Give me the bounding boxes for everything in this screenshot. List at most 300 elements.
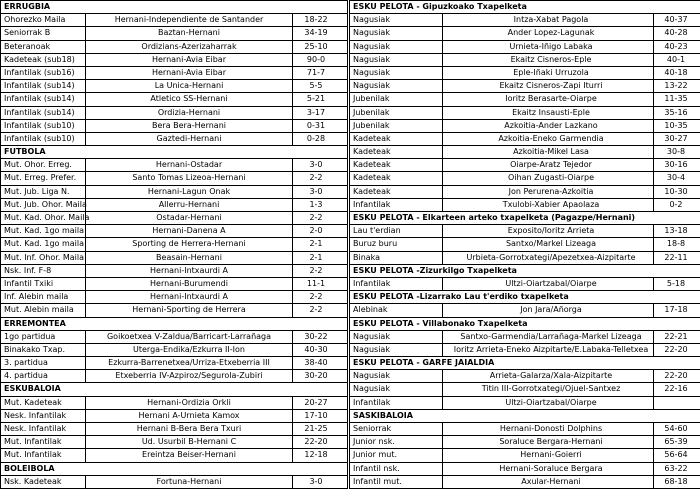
match-cell: Hernani-Avia Eibar — [151, 54, 226, 64]
match-cell: Hernani A-Urnieta Kamox — [138, 410, 240, 420]
score-cell: 22-20 — [664, 344, 688, 354]
score-cell: 40-23 — [664, 41, 688, 51]
score-cell: 20-27 — [304, 397, 328, 407]
category-cell: Mut. Erreg. Prefer. — [4, 173, 77, 183]
result-row — [1, 291, 347, 304]
score-cell: 1-3 — [309, 199, 323, 209]
column-divider — [653, 383, 654, 395]
category-cell: Junior nsk. — [353, 437, 395, 447]
result-row — [350, 304, 700, 317]
match-cell: Azkoitia-Mikel Lasa — [513, 147, 589, 157]
score-cell: 13-22 — [664, 81, 688, 91]
match-cell: Ultzi-Oiartzabal/Oiarpe — [505, 278, 597, 288]
column-divider — [85, 159, 86, 171]
section-title: SASKIBALOIA — [353, 410, 413, 420]
column-divider — [442, 172, 443, 184]
result-row — [1, 225, 347, 238]
column-divider — [653, 278, 654, 290]
category-cell: Infantilak (sub10) — [4, 120, 75, 130]
score-cell: 25-10 — [304, 41, 328, 51]
score-cell: 3-0 — [309, 186, 323, 196]
column-divider — [85, 397, 86, 409]
column-divider — [442, 54, 443, 66]
match-cell: Ultzi-Oiartzabal/Oiarpe — [505, 397, 597, 407]
result-row — [1, 133, 347, 146]
match-cell: Etxeberria IV-Azpiroz/Segurola-Zubiri — [115, 371, 263, 381]
column-divider — [85, 476, 86, 488]
column-divider — [85, 14, 86, 26]
category-cell: Kadeteak — [353, 173, 391, 183]
column-divider — [653, 304, 654, 316]
match-cell: Hernani-Sporting de Herrera — [132, 305, 246, 315]
category-cell: Seniorrak — [353, 424, 392, 433]
section-title: FUTBOLA — [4, 147, 46, 157]
score-cell: 35-16 — [664, 107, 688, 117]
category-cell: Nagusiak — [353, 81, 390, 91]
result-row — [1, 436, 347, 449]
column-divider — [653, 146, 654, 158]
column-divider — [442, 436, 443, 448]
section-title: ESKUBALOIA — [4, 384, 61, 394]
column-divider — [85, 265, 86, 277]
result-row — [1, 172, 347, 185]
section-title: ERREMONTEA — [4, 318, 66, 328]
result-row — [1, 476, 347, 489]
column-divider — [85, 54, 86, 66]
score-cell: 40-28 — [664, 28, 688, 38]
match-cell: Hernani-Lagun Onak — [147, 186, 231, 196]
category-cell: Kadeteak — [353, 133, 391, 143]
score-cell: 2-1 — [309, 252, 323, 262]
result-row — [350, 186, 700, 199]
column-divider — [85, 172, 86, 184]
result-row — [350, 54, 700, 67]
column-divider — [85, 225, 86, 237]
score-cell: 3-17 — [306, 107, 326, 117]
column-divider — [653, 93, 654, 105]
result-row — [350, 172, 700, 185]
match-cell: Soraluce Bergara-Hernani — [499, 437, 603, 447]
score-cell: 5-5 — [309, 81, 323, 91]
match-cell: Bera Bera-Hernani — [152, 120, 226, 130]
column-divider — [442, 159, 443, 171]
column-divider — [85, 212, 86, 224]
match-cell: Baztan-Hernani — [158, 28, 220, 38]
result-row — [350, 278, 700, 291]
right-results-column — [349, 0, 700, 489]
column-divider — [85, 93, 86, 105]
score-cell: 30-22 — [304, 331, 328, 341]
result-row — [350, 93, 700, 106]
category-cell: Junior mut. — [353, 450, 397, 460]
score-cell: 5-21 — [306, 94, 326, 104]
result-row — [350, 463, 700, 476]
section-header — [350, 265, 700, 278]
match-cell: Hernani B-Bera Bera Txuri — [136, 424, 242, 433]
result-row — [1, 159, 347, 172]
category-cell: Nagusiak — [353, 41, 390, 51]
column-divider — [85, 80, 86, 92]
column-divider — [653, 370, 654, 382]
category-cell: Seniorrak B — [4, 28, 51, 38]
result-row — [350, 107, 700, 120]
result-row — [1, 67, 347, 80]
match-cell: Ioritz Arrieta-Eneko Aizpitarte/E.Labaka-Telletxea — [453, 344, 649, 354]
result-row — [350, 476, 700, 489]
column-divider — [653, 14, 654, 26]
score-cell: 2-1 — [309, 239, 323, 249]
column-divider — [442, 383, 443, 395]
result-row — [1, 107, 347, 120]
category-cell: Infantilak — [353, 278, 391, 288]
match-cell: Uterga-Endika/Ezkurra II-Ion — [133, 344, 245, 354]
category-cell: Infantilak (sub14) — [4, 107, 75, 117]
category-cell: Binakako Txap. — [4, 344, 66, 354]
result-row — [1, 397, 347, 410]
score-cell: 10-35 — [664, 120, 688, 130]
result-row — [350, 252, 700, 265]
result-row — [1, 278, 347, 291]
match-cell: Ekaitz Cisneros-Eple — [510, 54, 592, 64]
column-divider — [85, 357, 86, 369]
column-divider — [442, 331, 443, 343]
category-cell: Nagusiak — [353, 371, 390, 381]
category-cell: Alebinak — [353, 305, 388, 315]
column-divider — [85, 410, 86, 422]
match-cell: Hernani-Danena A — [152, 226, 226, 236]
result-row — [1, 449, 347, 462]
score-cell: 2-2 — [309, 265, 323, 275]
score-cell: 40-18 — [664, 67, 688, 77]
score-cell: 22-20 — [664, 371, 688, 381]
result-row — [1, 212, 347, 225]
category-cell: Infantil Txiki — [4, 278, 54, 288]
match-cell: Goikoetxea V-Zaldua/Barricart-Larrañaga — [106, 331, 272, 341]
column-divider — [85, 133, 86, 145]
category-cell: Infantil mut. — [353, 476, 402, 486]
result-row — [1, 331, 347, 344]
match-cell: Gaztedi-Hernani — [156, 133, 222, 143]
score-cell: 21-25 — [304, 424, 328, 433]
column-divider — [442, 225, 443, 237]
column-divider — [442, 80, 443, 92]
match-cell: Ekaitz Insausti-Eple — [512, 107, 590, 117]
result-row — [350, 146, 700, 159]
category-cell: Nagusiak — [353, 54, 390, 64]
category-cell: Kadeteak — [353, 160, 391, 170]
category-cell: Ohorezko Maila — [4, 15, 66, 25]
column-divider — [85, 107, 86, 119]
section-title: ESKU PELOTA -Lizarrako Lau t'erdiko txapelketa — [353, 292, 569, 302]
column-divider — [442, 41, 443, 53]
category-cell: Jubenilak — [353, 107, 390, 117]
category-cell: Mut. Jub. Liga N. — [4, 186, 70, 196]
column-divider — [442, 146, 443, 158]
match-cell: Ostadar-Hernani — [156, 213, 222, 222]
result-row — [350, 383, 700, 396]
category-cell: Beteranoak — [4, 41, 51, 51]
column-divider — [85, 41, 86, 53]
score-cell: 11-1 — [306, 278, 326, 288]
category-cell: Nagusiak — [353, 384, 390, 394]
section-title: ERRUGBIA — [4, 2, 51, 11]
category-cell: Infantilak (sub14) — [4, 94, 75, 104]
result-row — [350, 449, 700, 462]
result-row — [350, 159, 700, 172]
column-divider — [85, 331, 86, 343]
column-divider — [442, 14, 443, 26]
category-cell: Nagusiak — [353, 28, 390, 38]
result-row — [1, 252, 347, 265]
score-cell: 13-18 — [664, 226, 688, 236]
column-divider — [653, 67, 654, 79]
category-cell: Lau t'erdian — [353, 226, 401, 236]
score-cell: 11-35 — [664, 94, 688, 104]
result-row — [1, 120, 347, 133]
column-divider — [85, 370, 86, 382]
result-row — [350, 370, 700, 383]
result-row — [350, 397, 700, 410]
category-cell: 4. partidua — [4, 371, 48, 381]
result-row — [1, 41, 347, 54]
match-cell: Sporting de Herrera-Hernani — [132, 239, 246, 249]
result-row — [350, 225, 700, 238]
column-divider — [653, 107, 654, 119]
result-row — [350, 14, 700, 27]
score-cell: 40-30 — [304, 344, 328, 354]
column-divider — [442, 186, 443, 198]
match-cell: Urbieta-Gorrotxategi/Apezetxea-Aizpitarte — [466, 252, 636, 262]
section-title: BOLEIBOLA — [4, 463, 55, 473]
match-cell: Hernani-Avia Eibar — [151, 67, 226, 77]
result-row — [350, 423, 700, 436]
column-divider — [653, 120, 654, 132]
column-divider — [653, 436, 654, 448]
column-divider — [442, 278, 443, 290]
category-cell: Binaka — [353, 252, 381, 262]
section-title: ESKU PELOTA - GARFE JAIALDIA — [353, 358, 495, 368]
score-cell: 3-0 — [309, 160, 323, 170]
column-divider — [442, 476, 443, 488]
category-cell: Nsk. Kadeteak — [4, 476, 62, 486]
column-divider — [653, 159, 654, 171]
match-cell: Exposito/Ioritz Arrieta — [507, 226, 595, 236]
section-header — [350, 0, 700, 14]
match-cell: Ioritz Berasarte-Oiarpe — [505, 94, 597, 104]
result-row — [350, 27, 700, 40]
match-cell: Titin III-Gorrotxategi/Ojuel-Santxez — [481, 384, 621, 394]
score-cell: 3-0 — [309, 476, 323, 486]
match-cell: Urnieta-Iñigo Labaka — [509, 41, 593, 51]
section-header — [350, 410, 700, 423]
result-row — [1, 304, 347, 317]
result-row — [350, 133, 700, 146]
column-divider — [653, 238, 654, 250]
section-title: ESKU PELOTA -Zizurkilgo Txapelketa — [353, 265, 517, 275]
column-divider — [85, 186, 86, 198]
score-cell: 22-20 — [304, 437, 328, 447]
category-cell: Nagusiak — [353, 67, 390, 77]
score-cell: 22-21 — [664, 331, 688, 341]
section-header — [1, 146, 347, 159]
score-cell: 30-4 — [666, 173, 686, 183]
column-divider — [653, 80, 654, 92]
result-row — [1, 344, 347, 357]
category-cell: Infantil nsk. — [353, 463, 400, 473]
score-cell: 40-1 — [666, 54, 686, 64]
category-cell: Kadeteak — [353, 186, 391, 196]
column-divider — [442, 463, 443, 475]
score-cell: 30-16 — [664, 160, 688, 170]
match-cell: Ordizians-Azerizaharrak — [141, 41, 237, 51]
section-header — [350, 212, 700, 225]
score-cell: 17-18 — [664, 305, 688, 315]
category-cell: Inf. Alebin maila — [4, 292, 69, 302]
column-divider — [442, 199, 443, 211]
column-divider — [442, 107, 443, 119]
match-cell: Hernani-Goierri — [520, 450, 582, 460]
match-cell: Oiarpe-Aratz Tejedor — [510, 160, 592, 170]
match-cell: Azkoitia-Ander Lazkano — [504, 120, 598, 130]
result-row — [1, 199, 347, 212]
column-divider — [653, 133, 654, 145]
score-cell: 71-7 — [306, 67, 326, 77]
category-cell: Nsk. Inf. F-8 — [4, 265, 52, 275]
match-cell: Ezkurra-Barrenetxea/Urriza-Etxeberria III — [108, 358, 270, 368]
match-cell: Hernani-Ordizia Orkli — [147, 397, 231, 407]
score-cell: 54-60 — [664, 424, 688, 433]
match-cell: Beasain-Hernani — [156, 252, 222, 262]
category-cell: Nesk. Infantilak — [4, 424, 67, 433]
column-divider — [653, 186, 654, 198]
result-row — [350, 41, 700, 54]
section-header — [1, 0, 347, 14]
category-cell: Jubenilak — [353, 94, 390, 104]
left-results-column — [0, 0, 348, 489]
category-cell: Infantilak — [353, 199, 391, 209]
result-row — [1, 370, 347, 383]
match-cell: Hernani-Ostadar — [155, 160, 223, 170]
result-row — [350, 344, 700, 357]
category-cell: Nesk. Infantilak — [4, 410, 67, 420]
column-divider — [442, 397, 443, 409]
result-row — [1, 27, 347, 40]
score-cell: 65-39 — [664, 437, 688, 447]
column-divider — [85, 238, 86, 250]
column-divider — [85, 291, 86, 303]
category-cell: Kadeteak — [353, 147, 391, 157]
match-cell: Jon Perurena-Azkoitia — [508, 186, 594, 196]
result-row — [1, 14, 347, 27]
score-cell: 12-18 — [304, 450, 328, 460]
score-cell: 2-2 — [309, 213, 323, 222]
match-cell: Ekaitz Cisneros-Zapi Iturri — [499, 81, 603, 91]
section-title: ESKU PELOTA - Villabonako Txapelketa — [353, 318, 528, 328]
category-cell: Mut. Kad. Ohor. Maila — [4, 213, 90, 222]
score-cell: 18-8 — [666, 239, 686, 249]
category-cell: Infantilak (sub14) — [4, 81, 75, 91]
result-row — [350, 436, 700, 449]
section-title: ESKU PELOTA - Gipuzkoako Txapelketa — [353, 2, 527, 11]
column-divider — [653, 449, 654, 461]
category-cell: 3. partidua — [4, 358, 48, 368]
column-divider — [653, 476, 654, 488]
column-divider — [653, 199, 654, 211]
match-cell: Arrieta-Galarza/Xala-Aizpitarte — [489, 371, 613, 381]
match-cell: Hernani-Donosti Dolphins — [499, 424, 603, 433]
match-cell: Hernani-Soraluce Bergara — [499, 463, 603, 473]
score-cell: 2-2 — [309, 305, 323, 315]
column-divider — [85, 252, 86, 264]
column-divider — [85, 278, 86, 290]
category-cell: Mut. Kad. 1go maila — [4, 226, 85, 236]
score-cell: 63-22 — [664, 463, 688, 473]
column-divider — [653, 423, 654, 435]
column-divider — [653, 27, 654, 39]
section-header — [350, 291, 700, 304]
match-cell: Santxo-Garmendia/Larrañaga-Markel Lizeaga — [460, 331, 642, 341]
match-cell: Txulobi-Xabier Apaolaza — [502, 199, 600, 209]
result-row — [1, 186, 347, 199]
column-divider — [653, 54, 654, 66]
result-row — [350, 331, 700, 344]
column-divider — [653, 331, 654, 343]
column-divider — [653, 225, 654, 237]
column-divider — [653, 172, 654, 184]
match-cell: Santxo/Markel Lizeaga — [505, 239, 597, 249]
result-row — [1, 357, 347, 370]
section-header — [1, 318, 347, 331]
section-title: ESKU PELOTA - Elkarteen arteko txapelketa (Pagazpe/Hernani) — [353, 213, 636, 222]
score-cell: 68-18 — [664, 476, 688, 486]
result-row — [350, 67, 700, 80]
score-cell: 2-2 — [309, 292, 323, 302]
score-cell: 38-40 — [304, 358, 328, 368]
category-cell: Nagusiak — [353, 331, 390, 341]
score-cell: 90-0 — [306, 54, 326, 64]
section-header — [350, 318, 700, 331]
column-divider — [653, 397, 654, 409]
match-cell: La Unica-Hernani — [154, 81, 224, 91]
match-cell: Axular-Hernani — [521, 476, 581, 486]
column-divider — [85, 67, 86, 79]
column-divider — [653, 41, 654, 53]
column-divider — [85, 27, 86, 39]
score-cell: 17-10 — [304, 410, 328, 420]
match-cell: Hernani-Intxaurdi A — [150, 292, 228, 302]
score-cell: 30-20 — [304, 371, 328, 381]
result-row — [1, 410, 347, 423]
match-cell: Eple-Iñaki Urruzola — [513, 67, 589, 77]
category-cell: Infantilak (sub10) — [4, 133, 75, 143]
column-divider — [85, 120, 86, 132]
score-cell: 0-28 — [306, 133, 326, 143]
category-cell: Mut. Infantilak — [4, 450, 62, 460]
match-cell: Azkoitia-Eneko Garmendia — [498, 133, 604, 143]
match-cell: Hernani-Independiente de Santander — [114, 15, 264, 25]
score-cell: 18-22 — [304, 15, 328, 25]
column-divider — [442, 27, 443, 39]
score-cell: 0-31 — [306, 120, 326, 130]
score-cell: 2-0 — [309, 226, 323, 236]
column-divider — [653, 463, 654, 475]
score-cell: 22-16 — [664, 384, 688, 394]
result-row — [1, 93, 347, 106]
score-cell: 56-64 — [664, 450, 688, 460]
column-divider — [442, 344, 443, 356]
category-cell: Buruz buru — [353, 239, 398, 249]
category-cell: Nagusiak — [353, 344, 390, 354]
